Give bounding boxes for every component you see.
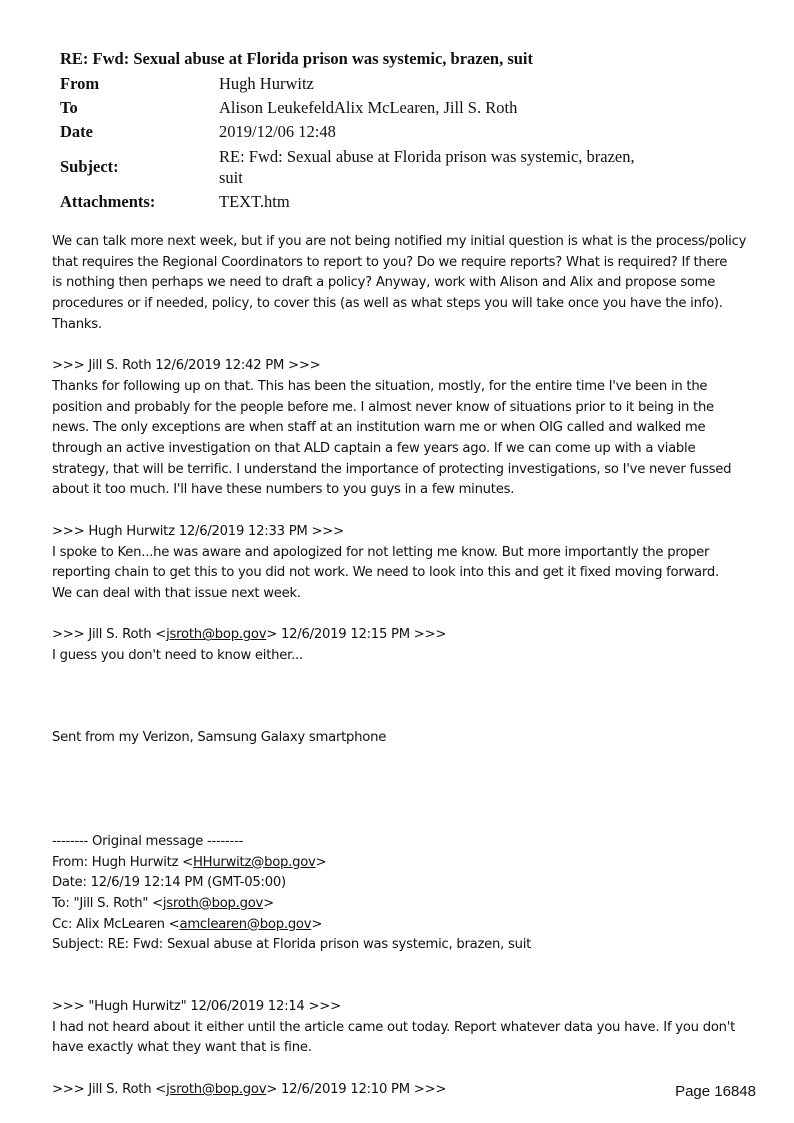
orig-to: To: "Jill S. Roth" <jsroth@bop.gov> [52,895,274,911]
orig-subject: Subject: RE: Fwd: Sexual abuse at Florida prison was systemic, brazen, suit [52,937,532,953]
date-row [60,120,635,144]
quote-header: >>> Jill S. Roth <jsroth@bop.gov> 12/6/2019 12:15 PM >>> [52,627,447,643]
email-title: RE: Fwd: Sexual abuse at Florida prison was systemic, brazen, suit [60,49,534,68]
attachments-row [60,190,635,214]
attachments-value: TEXT.htm [219,192,290,211]
email-link[interactable]: amclearen@bop.gov [179,916,312,932]
quoted-message [52,543,758,605]
email-link[interactable]: jsroth@bop.gov [162,895,264,911]
body-line: I guess you don't need to know either... [52,648,303,664]
subject-value-line: RE: Fwd: Sexual abuse at Florida prison was systemic, brazen, [219,147,635,166]
subject-value-line: suit [219,168,243,187]
orig-cc: Cc: Alix McLearen <amclearen@bop.gov> [52,916,323,932]
quote-header: >>> "Hugh Hurwitz" 12/06/2019 12:14 >>> [52,999,341,1015]
body-line: I had not heard about it either until the article came out today. Report whatever data you have. If you don't [52,1019,736,1035]
body-line: have exactly what they want that is fine. [52,1040,312,1056]
subject-label: Subject: [60,157,119,176]
date-value: 2019/12/06 12:48 [219,122,336,141]
from-value: Hugh Hurwitz [219,74,314,93]
email-link[interactable]: jsroth@bop.gov [166,1081,267,1097]
to-label: To [60,98,78,117]
body-line: We can deal with that issue next week. [52,585,301,601]
orig-date: Date: 12/6/19 12:14 PM (GMT-05:00) [52,875,286,891]
subject-row [60,144,635,190]
quoted-message [52,1018,758,1059]
attachments-label: Attachments: [60,192,156,211]
signature: Sent from my Verizon, Samsung Galaxy smartphone [52,730,387,746]
to-value: Alison LeukefeldAlix McLearen, Jill S. Roth [219,98,518,117]
email-body [52,232,758,1101]
page-number: Page 16848 [675,1083,756,1100]
original-message-marker: -------- Original message -------- [52,833,244,849]
body-line: strategy, that will be terrific. I understand the importance of protecting investigations, so I've never fussed [52,461,732,477]
body-line: We can talk more next week, but if you are not being notified my initial question is what is the process/policy [52,234,747,249]
reply-paragraph [52,232,758,336]
date-label: Date [60,122,93,141]
body-line: through an active investigation on that ALD captain a few years ago. If we can come up with a viable [52,441,696,457]
from-row [60,72,635,96]
body-line: Thanks. [52,316,102,332]
orig-from: From: Hugh Hurwitz <HHurwitz@bop.gov> [52,854,327,870]
body-line: is nothing then perhaps we need to draft a policy? Anyway, work with Alison and Alix and propose some [52,275,716,291]
to-row [60,96,635,120]
body-line: news. The only exceptions are when staff at an institution warn me or when OIG called and walked me [52,420,706,436]
email-link[interactable]: HHurwitz@bop.gov [192,854,316,870]
quote-header: >>> Hugh Hurwitz 12/6/2019 12:33 PM >>> [52,523,344,539]
body-line: I spoke to Ken...he was aware and apologized for not letting me know. But more importantly the proper [52,544,710,560]
body-line: Thanks for following up on that. This has been the situation, mostly, for the entire time I've been in the [52,378,708,394]
quote-header: >>> Jill S. Roth <jsroth@bop.gov> 12/6/2019 12:10 PM >>> [52,1081,447,1097]
body-line: about it too much. I'll have these numbers to you guys in a few minutes. [52,482,515,498]
body-line: reporting chain to get this to you did not work. We need to look into this and get it fixed moving forward. [52,565,719,581]
quote-header: >>> Jill S. Roth 12/6/2019 12:42 PM >>> [52,358,321,374]
quoted-message [52,377,758,501]
from-label: From [60,74,100,93]
subject-value [219,144,635,190]
email-link[interactable]: jsroth@bop.gov [166,627,267,643]
body-line: position and probably for the people before me. I almost never know of situations prior to it being in the [52,399,714,415]
email-meta-table [60,72,635,214]
body-line: that requires the Regional Coordinators to report to you? Do we require reports? What is required? If there [52,254,728,270]
body-line: procedures or if needed, policy, to cover this (as well as what steps you will take once you have the info). [52,296,723,312]
email-header [60,48,760,214]
cut-off-text-line [52,1080,662,1085]
